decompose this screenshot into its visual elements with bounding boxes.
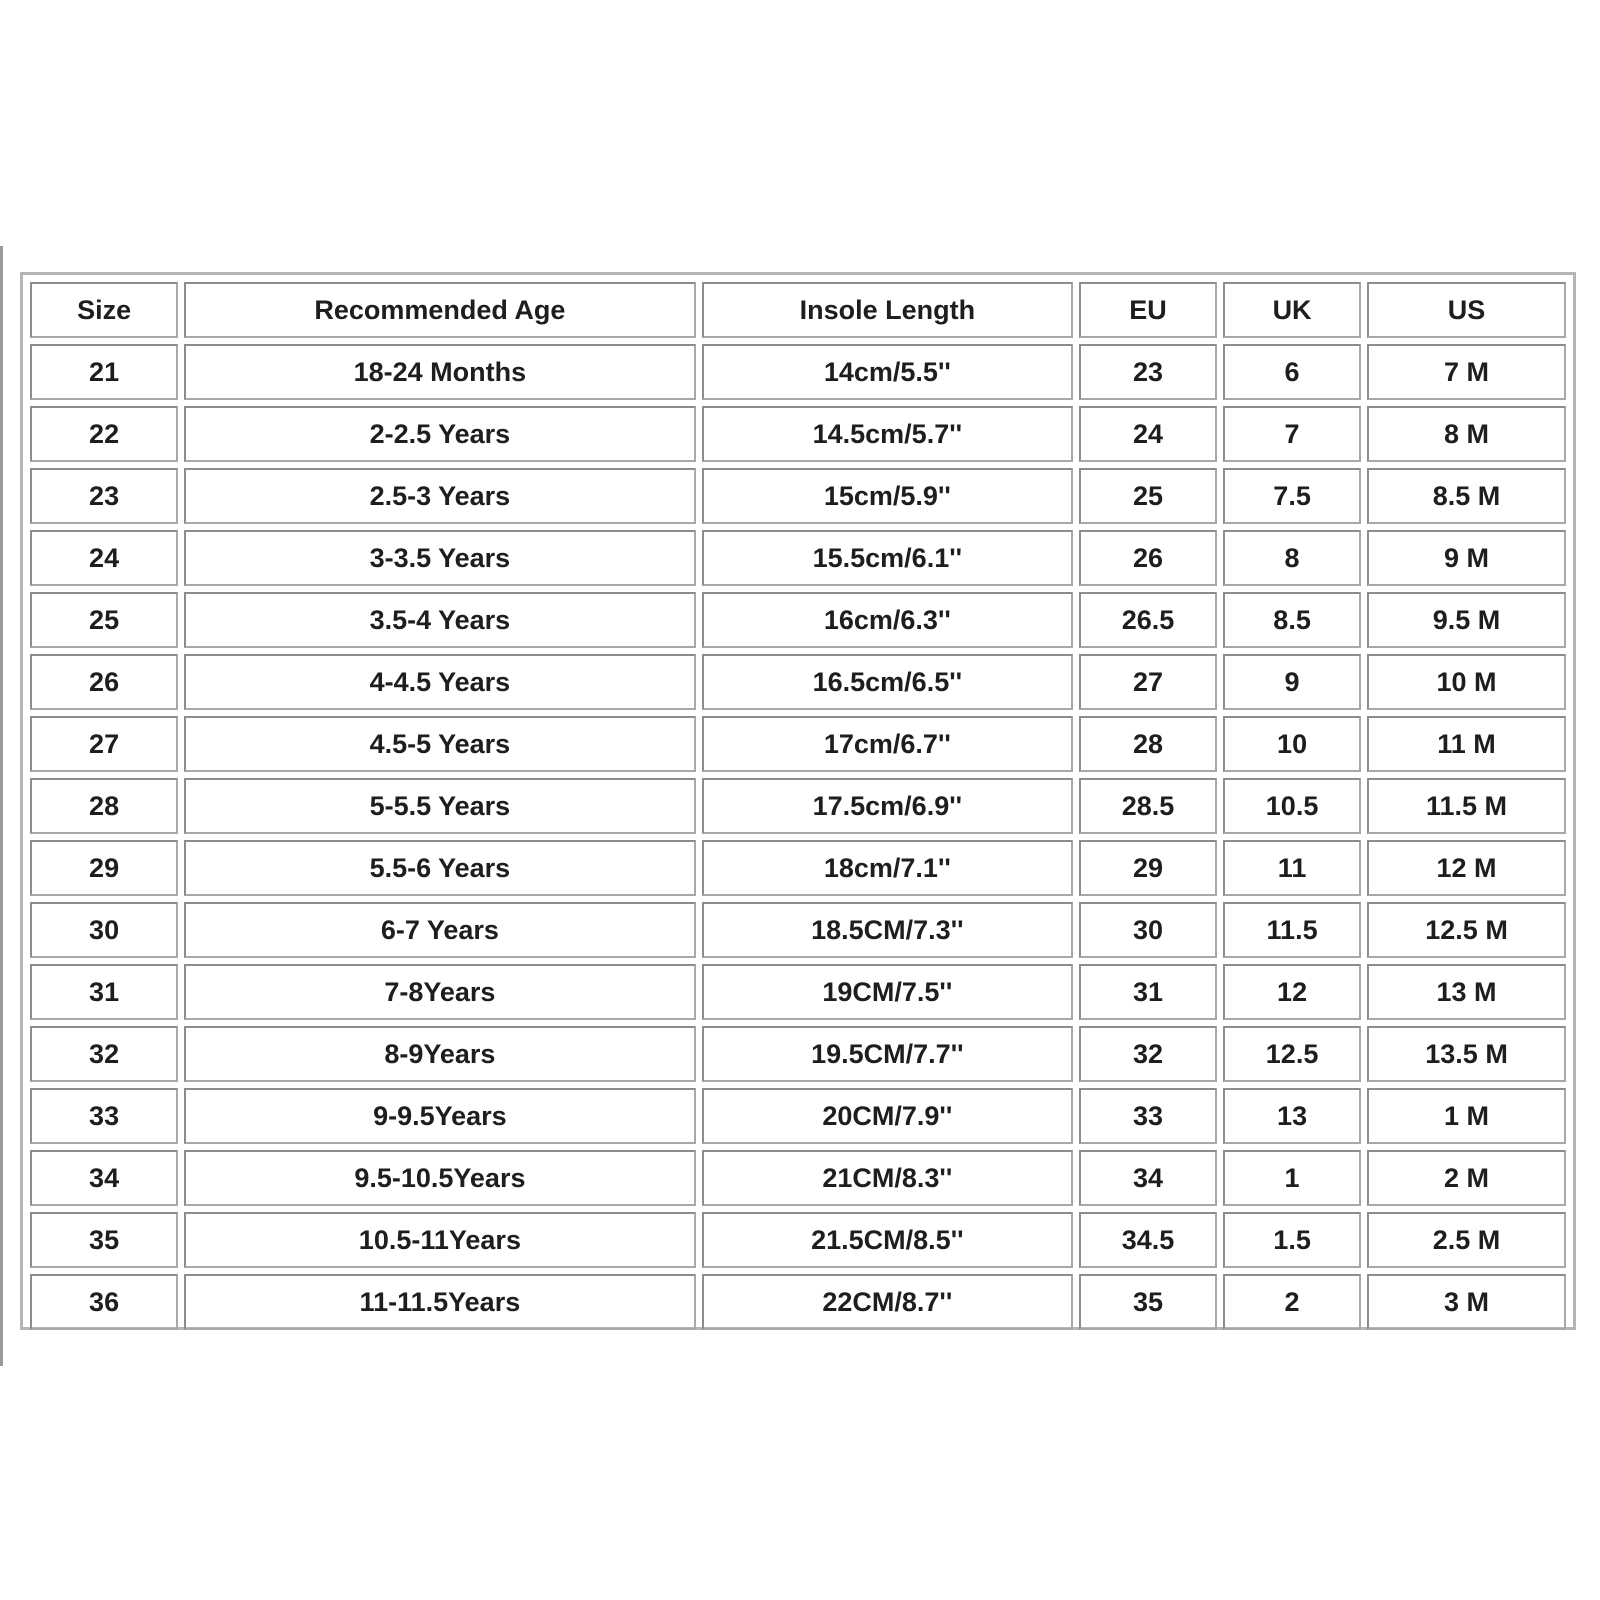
cell-us: 11 M [1367, 716, 1566, 772]
cell-uk: 10.5 [1223, 778, 1361, 834]
header-insole-length: Insole Length [702, 282, 1073, 338]
cell-us: 3 M [1367, 1274, 1566, 1330]
cell-us: 9 M [1367, 530, 1566, 586]
cell-recommended-age: 11-11.5Years [184, 1274, 695, 1330]
cell-eu: 25 [1079, 468, 1217, 524]
table-row [30, 840, 1566, 896]
cell-insole-length: 19CM/7.5'' [702, 964, 1073, 1020]
cell-recommended-age: 7-8Years [184, 964, 695, 1020]
cell-eu: 24 [1079, 406, 1217, 462]
cell-eu: 26.5 [1079, 592, 1217, 648]
cell-size: 21 [30, 344, 178, 400]
header-eu: EU [1079, 282, 1217, 338]
cell-us: 8.5 M [1367, 468, 1566, 524]
table-row [30, 1150, 1566, 1206]
cell-recommended-age: 2-2.5 Years [184, 406, 695, 462]
cell-eu: 30 [1079, 902, 1217, 958]
table-row [30, 344, 1566, 400]
cell-size: 28 [30, 778, 178, 834]
cell-size: 34 [30, 1150, 178, 1206]
cell-recommended-age: 4-4.5 Years [184, 654, 695, 710]
cell-uk: 1.5 [1223, 1212, 1361, 1268]
cell-uk: 9 [1223, 654, 1361, 710]
cell-uk: 1 [1223, 1150, 1361, 1206]
table-row [30, 654, 1566, 710]
table-row [30, 1274, 1566, 1330]
cell-insole-length: 14.5cm/5.7'' [702, 406, 1073, 462]
cell-recommended-age: 10.5-11Years [184, 1212, 695, 1268]
cell-size: 33 [30, 1088, 178, 1144]
table-row [30, 902, 1566, 958]
cell-us: 13.5 M [1367, 1026, 1566, 1082]
cell-insole-length: 22CM/8.7'' [702, 1274, 1073, 1330]
cell-size: 31 [30, 964, 178, 1020]
cell-uk: 2 [1223, 1274, 1361, 1330]
cell-size: 35 [30, 1212, 178, 1268]
cell-recommended-age: 9.5-10.5Years [184, 1150, 695, 1206]
header-row [30, 282, 1566, 338]
cell-size: 23 [30, 468, 178, 524]
cell-insole-length: 16cm/6.3'' [702, 592, 1073, 648]
page-edge-line [0, 246, 3, 1366]
cell-insole-length: 20CM/7.9'' [702, 1088, 1073, 1144]
cell-eu: 27 [1079, 654, 1217, 710]
cell-insole-length: 19.5CM/7.7'' [702, 1026, 1073, 1082]
cell-eu: 32 [1079, 1026, 1217, 1082]
cell-recommended-age: 18-24 Months [184, 344, 695, 400]
cell-recommended-age: 9-9.5Years [184, 1088, 695, 1144]
cell-insole-length: 17cm/6.7'' [702, 716, 1073, 772]
cell-eu: 35 [1079, 1274, 1217, 1330]
cell-insole-length: 17.5cm/6.9'' [702, 778, 1073, 834]
cell-us: 1 M [1367, 1088, 1566, 1144]
cell-size: 32 [30, 1026, 178, 1082]
cell-uk: 12 [1223, 964, 1361, 1020]
cell-us: 2.5 M [1367, 1212, 1566, 1268]
cell-us: 9.5 M [1367, 592, 1566, 648]
cell-recommended-age: 5.5-6 Years [184, 840, 695, 896]
cell-us: 7 M [1367, 344, 1566, 400]
header-size: Size [30, 282, 178, 338]
cell-us: 13 M [1367, 964, 1566, 1020]
cell-uk: 7.5 [1223, 468, 1361, 524]
table-row [30, 778, 1566, 834]
cell-insole-length: 14cm/5.5'' [702, 344, 1073, 400]
table-row [30, 406, 1566, 462]
cell-eu: 28 [1079, 716, 1217, 772]
cell-size: 24 [30, 530, 178, 586]
header-us: US [1367, 282, 1566, 338]
table-row [30, 530, 1566, 586]
cell-recommended-age: 3-3.5 Years [184, 530, 695, 586]
cell-uk: 10 [1223, 716, 1361, 772]
header-recommended-age: Recommended Age [184, 282, 695, 338]
cell-us: 11.5 M [1367, 778, 1566, 834]
cell-uk: 8 [1223, 530, 1361, 586]
cell-size: 29 [30, 840, 178, 896]
cell-uk: 6 [1223, 344, 1361, 400]
cell-recommended-age: 4.5-5 Years [184, 716, 695, 772]
cell-uk: 11.5 [1223, 902, 1361, 958]
table-row [30, 592, 1566, 648]
table-row [30, 964, 1566, 1020]
cell-insole-length: 15.5cm/6.1'' [702, 530, 1073, 586]
cell-eu: 26 [1079, 530, 1217, 586]
cell-recommended-age: 6-7 Years [184, 902, 695, 958]
cell-recommended-age: 8-9Years [184, 1026, 695, 1082]
cell-us: 10 M [1367, 654, 1566, 710]
table-row [30, 716, 1566, 772]
cell-eu: 28.5 [1079, 778, 1217, 834]
cell-us: 8 M [1367, 406, 1566, 462]
cell-size: 36 [30, 1274, 178, 1330]
cell-uk: 7 [1223, 406, 1361, 462]
cell-size: 26 [30, 654, 178, 710]
cell-eu: 33 [1079, 1088, 1217, 1144]
table-row [30, 1026, 1566, 1082]
cell-insole-length: 21.5CM/8.5'' [702, 1212, 1073, 1268]
cell-size: 22 [30, 406, 178, 462]
cell-recommended-age: 2.5-3 Years [184, 468, 695, 524]
cell-insole-length: 21CM/8.3'' [702, 1150, 1073, 1206]
cell-uk: 11 [1223, 840, 1361, 896]
size-chart-table [24, 276, 1572, 1336]
cell-uk: 13 [1223, 1088, 1361, 1144]
cell-size: 25 [30, 592, 178, 648]
cell-size: 27 [30, 716, 178, 772]
cell-recommended-age: 5-5.5 Years [184, 778, 695, 834]
cell-insole-length: 18cm/7.1'' [702, 840, 1073, 896]
cell-insole-length: 16.5cm/6.5'' [702, 654, 1073, 710]
cell-insole-length: 18.5CM/7.3'' [702, 902, 1073, 958]
cell-us: 2 M [1367, 1150, 1566, 1206]
cell-eu: 23 [1079, 344, 1217, 400]
cell-eu: 34 [1079, 1150, 1217, 1206]
cell-eu: 34.5 [1079, 1212, 1217, 1268]
cell-uk: 8.5 [1223, 592, 1361, 648]
cell-us: 12.5 M [1367, 902, 1566, 958]
cell-us: 12 M [1367, 840, 1566, 896]
table-row [30, 1088, 1566, 1144]
cell-eu: 29 [1079, 840, 1217, 896]
table-row [30, 468, 1566, 524]
table-body [30, 344, 1566, 1330]
cell-recommended-age: 3.5-4 Years [184, 592, 695, 648]
cell-insole-length: 15cm/5.9'' [702, 468, 1073, 524]
cell-uk: 12.5 [1223, 1026, 1361, 1082]
cell-size: 30 [30, 902, 178, 958]
cell-eu: 31 [1079, 964, 1217, 1020]
header-uk: UK [1223, 282, 1361, 338]
table-row [30, 1212, 1566, 1268]
